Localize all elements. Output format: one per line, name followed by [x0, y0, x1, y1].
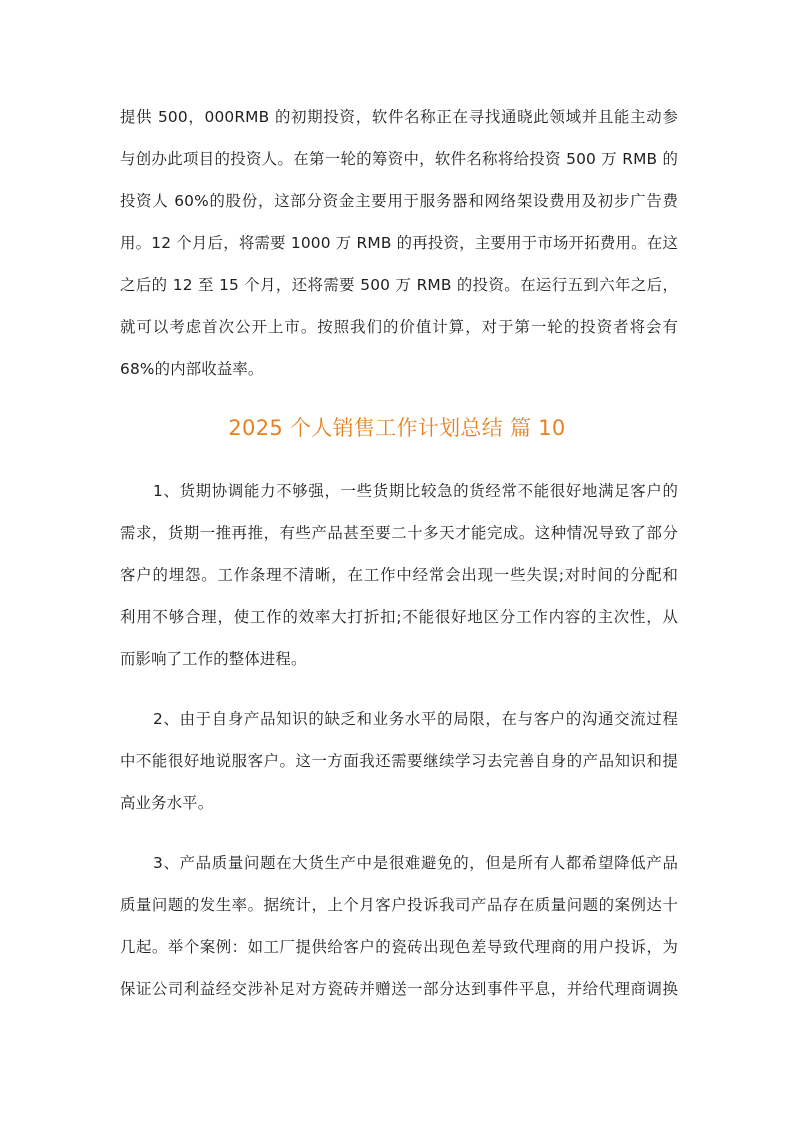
- item-1-line: 1、货期协调能力不够强，一些货期比较急的货经常不能很好地满足客户的: [153, 482, 678, 500]
- intro-line: 用。12 个月后，将需要 1000 万 RMB 的再投资，主要用于市场开拓费用。在这: [120, 234, 678, 252]
- item-3-line: 质量问题的发生率。据统计，上个月客户投诉我司产品存在质量问题的案例达十: [120, 896, 678, 914]
- item-3-line: 几起。举个案例：如工厂提供给客户的瓷砖出现色差导致代理商的用户投诉，为: [120, 938, 678, 956]
- item-1-line: 利用不够合理，使工作的效率大打折扣;不能很好地区分工作内容的主次性，从: [120, 608, 678, 626]
- intro-line: 投资人 60%的股份，这部分资金主要用于服务器和网络架设费用及初步广告费: [120, 192, 678, 210]
- intro-line: 之后的 12 至 15 个月，还将需要 500 万 RMB 的投资。在运行五到六年之后，: [120, 276, 678, 294]
- intro-line: 68%的内部收益率。: [120, 360, 264, 378]
- item-2-line: 2、由于自身产品知识的缺乏和业务水平的局限，在与客户的沟通交流过程: [153, 710, 678, 728]
- intro-line: 就可以考虑首次公开上市。按照我们的价值计算，对于第一轮的投资者将会有: [120, 318, 678, 336]
- item-2-line: 高业务水平。: [120, 794, 214, 812]
- item-3-line: 3、产品质量问题在大货生产中是很难避免的，但是所有人都希望降低产品: [153, 854, 678, 872]
- item-1-line: 需求，货期一推再推，有些产品甚至要二十多天才能完成。这种情况导致了部分: [120, 524, 678, 542]
- item-2-line: 中不能很好地说服客户。这一方面我还需要继续学习去完善自身的产品知识和提: [120, 752, 678, 770]
- intro-line: 提供 500，000RMB 的初期投资，软件名称正在寻找通晓此领域并且能主动参: [120, 108, 678, 126]
- item-1-line: 客户的埋怨。工作条理不清晰，在工作中经常会出现一些失误;对时间的分配和: [120, 566, 678, 584]
- intro-line: 与创办此项目的投资人。在第一轮的筹资中，软件名称将给投资 500 万 RMB 的: [120, 150, 678, 168]
- item-3-line: 保证公司利益经交涉补足对方瓷砖并赠送一部分达到事件平息，并给代理商调换: [120, 980, 678, 998]
- section-heading: 2025 个人销售工作计划总结 篇 10: [228, 416, 566, 440]
- item-1-line: 而影响了工作的整体进程。: [120, 650, 307, 668]
